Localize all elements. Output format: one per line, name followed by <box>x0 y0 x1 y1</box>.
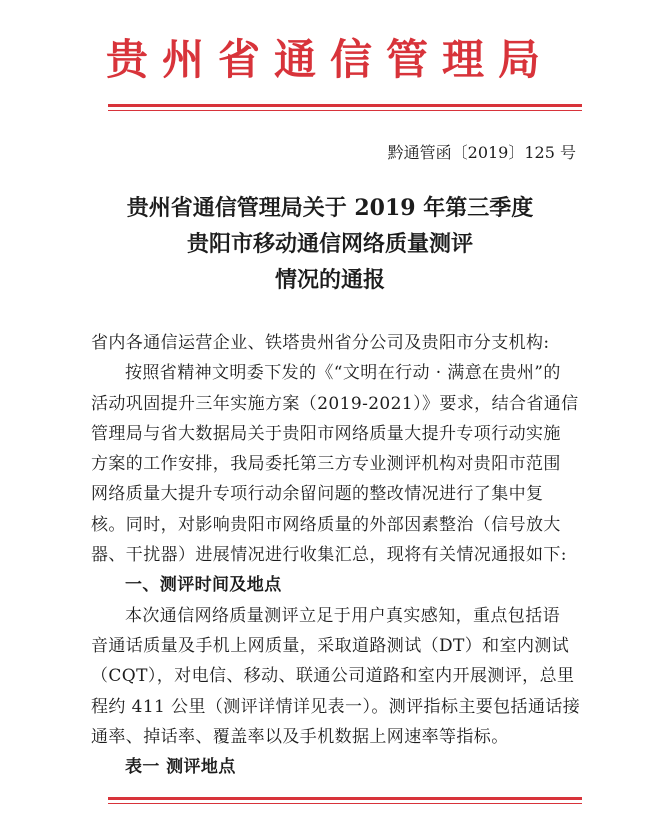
title-line: 情况的通报 <box>274 267 385 293</box>
title-line: 贵州省通信管理局关于 2019 年第三季度 <box>126 195 534 221</box>
footer-rule-thin <box>108 803 582 804</box>
section-heading: 一、测评时间及地点 <box>125 575 282 596</box>
paragraph-line: 管理局与省大数据局关于贵阳市网络质量大提升专项行动实施 <box>91 423 561 444</box>
issuing-authority-header: 贵州省通信管理局 <box>105 35 554 84</box>
table-caption: 表一 测评地点 <box>125 757 236 778</box>
document-body <box>91 328 581 782</box>
document-title <box>0 190 660 298</box>
paragraph-line: 核。同时，对影响贵阳市网络质量的外部因素整治（信号放大 <box>91 514 561 535</box>
paragraph-line: 程约 411 公里（测评详情详见表一）。测评指标主要包括通话接 <box>91 696 581 717</box>
paragraph-line: 网络质量大提升专项行动余留问题的整改情况进行了集中复 <box>91 484 544 505</box>
document-number: 黔通管函〔2019〕125 号 <box>387 143 576 162</box>
paragraph-line: 本次通信网络质量测评立足于用户真实感知，重点包括语 <box>125 605 560 626</box>
header-rule-thick <box>108 104 582 107</box>
paragraph-line: 按照省精神文明委下发的《“文明在行动 · 满意在贵州”的 <box>125 363 561 384</box>
header-rule-thin <box>108 110 582 111</box>
footer-rule-thick <box>108 797 582 800</box>
paragraph-line: 音通话质量及手机上网质量，采取道路测试（DT）和室内测试 <box>91 635 570 656</box>
paragraph-line: 活动巩固提升三年实施方案（2019-2021）》要求，结合省通信 <box>91 393 579 414</box>
paragraph-line: 方案的工作安排，我局委托第三方专业测评机构对贵阳市范围 <box>91 454 561 475</box>
paragraph-line: 通率、掉话率、覆盖率以及手机数据上网速率等指标。 <box>91 726 509 747</box>
paragraph-line: 器、干扰器）进展情况进行收集汇总，现将有关情况通报如下: <box>91 545 567 566</box>
title-line: 贵阳市移动通信网络质量测评 <box>186 231 473 257</box>
salutation: 省内各通信运营企业、铁塔贵州省分公司及贵阳市分支机构: <box>91 333 550 353</box>
paragraph-line: （CQT），对电信、移动、联通公司道路和室内开展测评，总里 <box>91 666 575 687</box>
